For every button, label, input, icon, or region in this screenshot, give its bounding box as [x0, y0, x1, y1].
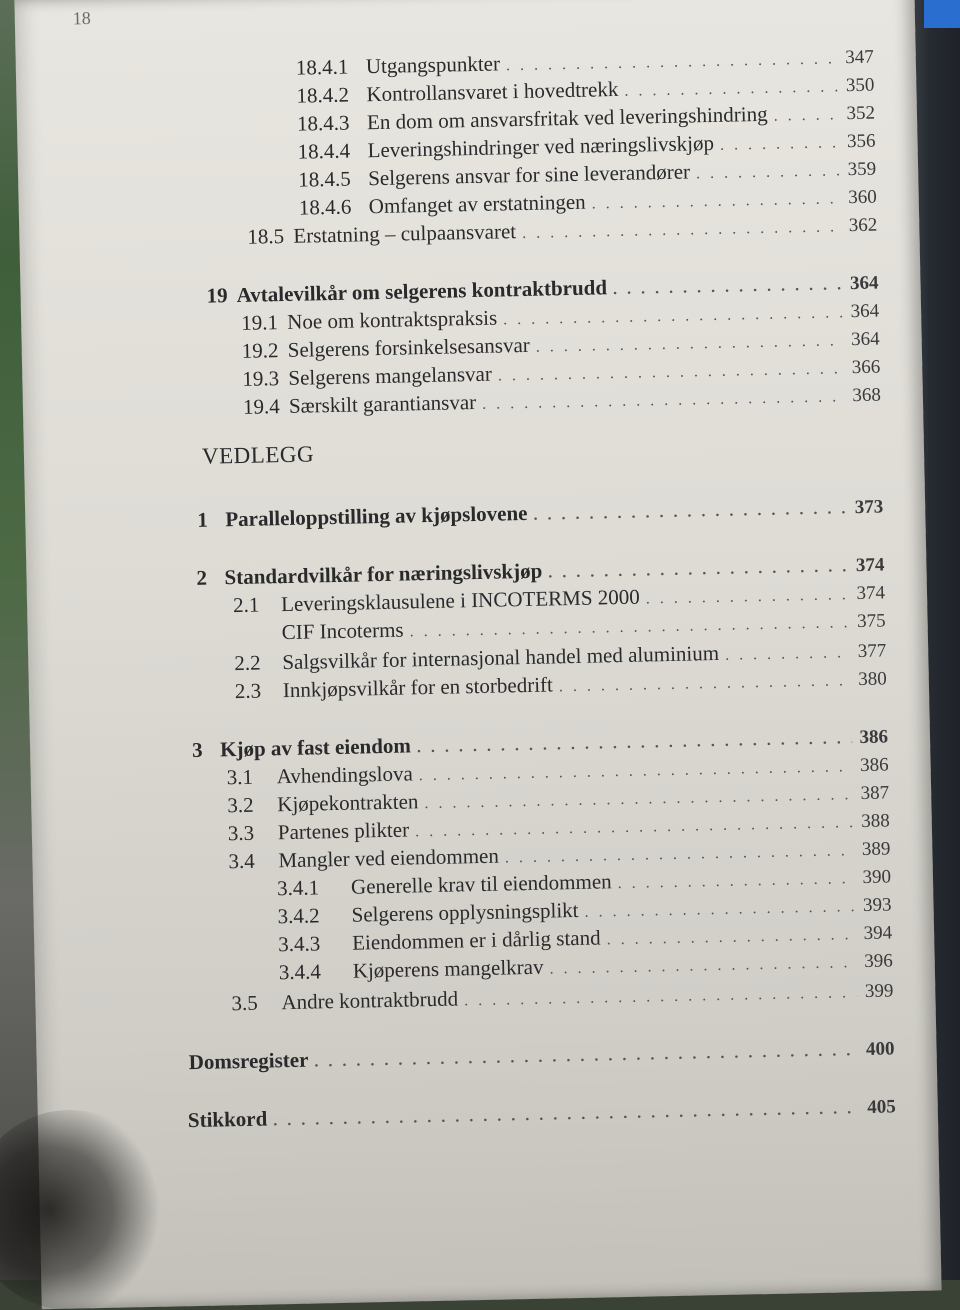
toc-title: Selgerens mangelansvar [288, 361, 493, 390]
toc-page: 386 [859, 754, 889, 777]
toc-number: 3.2 [227, 792, 254, 818]
toc-title: Kjøpekontrakten [277, 789, 419, 817]
toc-page: 347 [845, 46, 874, 69]
vedlegg-heading: VEDLEGG [201, 441, 315, 469]
toc-title: Standardvilkår for næringslivskjøp [224, 558, 543, 590]
book-page [14, 0, 941, 1309]
toc-page: 389 [861, 838, 891, 861]
background-blue-corner [924, 0, 960, 28]
toc-leader [505, 842, 855, 867]
toc-leader [725, 644, 851, 665]
toc-page: 373 [854, 496, 884, 519]
toc-page: 377 [857, 640, 887, 663]
toc-title: Andre kontraktbrudd [281, 986, 459, 1015]
toc-title: Særskilt garantiansvar [288, 389, 477, 418]
toc-title: Stikkord [187, 1106, 268, 1133]
toc-title: Noe om kontraktspraksis [286, 305, 498, 334]
toc-leader [549, 954, 857, 978]
toc-page: 393 [862, 894, 892, 916]
toc-number: 3.5 [231, 990, 258, 1016]
toc-title: Eiendommen er i dårlig stand [351, 925, 601, 955]
toc-page: 399 [864, 980, 894, 1002]
toc-page: 387 [860, 782, 890, 805]
toc-title: Leveringsklausulene i INCOTERMS 2000 [280, 584, 640, 617]
toc-title: Selgerens forsinkelsesansvar [287, 332, 530, 362]
toc-leader [536, 332, 844, 356]
toc-title: Avhendingslova [276, 761, 414, 789]
toc-number [234, 639, 282, 640]
toc-leader [314, 1042, 859, 1071]
toc-leader [773, 106, 839, 125]
toc-number: 18.4.4 [297, 138, 351, 164]
toc-page: 352 [846, 102, 876, 125]
toc-number: 19.2 [241, 338, 279, 363]
toc-title: Kontrollansvaret i hovedtrekk [366, 76, 619, 107]
toc-leader [506, 50, 838, 75]
toc-title: Salgsvilkår for internasjonal handel med aluminium [282, 640, 720, 675]
toc-page: 350 [845, 74, 875, 97]
toc-leader [559, 672, 851, 696]
toc-number: 3.4.2 [277, 903, 320, 929]
toc-number: 19.4 [242, 394, 280, 419]
toc-appendix-1 [197, 493, 883, 532]
toc-leader [646, 586, 850, 608]
toc-number: 19.3 [242, 366, 280, 391]
toc-title: Leveringshindringer ved næringslivskjøp [367, 130, 715, 163]
toc-page: 390 [862, 866, 892, 888]
toc-number: 3.4 [228, 848, 255, 874]
toc-page: 374 [855, 554, 885, 577]
toc-number: 3.4.3 [277, 931, 321, 957]
toc-leader [548, 558, 848, 582]
toc-title: Innkjøpsvilkår for en storbedrift [282, 672, 554, 703]
toc-number: 18.4.1 [295, 54, 349, 80]
toc-number: 2.3 [234, 678, 262, 704]
toc-title: Omfanget av erstatningen [368, 189, 586, 219]
toc-leader [584, 898, 855, 922]
toc-number: 2.2 [234, 650, 261, 676]
toc-leader [606, 926, 856, 949]
toc-title: Mangler ved eiendommen [278, 843, 500, 873]
toc-leader [409, 614, 849, 641]
toc-number: 2 [196, 565, 208, 590]
toc-leader [624, 78, 838, 100]
toc-page: 362 [848, 214, 878, 237]
toc-leader [464, 984, 858, 1010]
toc-leader [482, 388, 845, 414]
toc-page: 400 [865, 1038, 895, 1060]
toc-page: 356 [846, 130, 876, 153]
toc-title: Erstatning – culpaansvaret [293, 219, 517, 248]
toc-leader [273, 1100, 860, 1130]
page-number: 18 [72, 7, 91, 29]
toc-title: CIF Incoterms [281, 617, 404, 645]
toc-number: 3 [191, 737, 203, 763]
toc-page: 366 [851, 356, 881, 379]
toc-leader [522, 218, 842, 243]
toc-title: Selgerens opplysningsplikt [351, 897, 579, 927]
toc-title: Avtalevilkår om selgerens kontraktbrudd [236, 275, 608, 307]
toc-title: Utgangspunkter [365, 51, 501, 79]
toc-leader [696, 162, 840, 183]
toc-number: 3.1 [226, 764, 254, 790]
toc-leader [618, 870, 856, 893]
toc-title: Domsregister [188, 1047, 309, 1075]
toc-page: 375 [856, 610, 886, 633]
toc-page: 374 [856, 582, 886, 605]
toc-title: Kjøperens mangelkrav [352, 954, 544, 983]
toc-number: 3.4.1 [276, 875, 320, 901]
toc-number: 1 [197, 507, 209, 532]
toc-number: 3.3 [227, 820, 255, 846]
toc-number: 18.4.6 [298, 194, 352, 220]
toc-page: 394 [863, 922, 893, 944]
toc-page: 405 [867, 1096, 896, 1118]
toc-number: 18.5 [247, 223, 285, 249]
toc-leader [533, 500, 847, 525]
toc-page: 364 [850, 300, 880, 323]
toc-page: 386 [859, 726, 889, 749]
toc-title: Generelle krav til eiendommen [350, 869, 612, 899]
toc-leader [498, 360, 845, 385]
toc-page: 364 [850, 328, 880, 351]
toc-stikkord [188, 1093, 896, 1133]
toc-leader [720, 134, 840, 154]
toc-title: Partenes plikter [277, 817, 410, 845]
toc-leader [613, 276, 843, 299]
toc-number: 19 [206, 283, 228, 308]
toc-page: 388 [861, 810, 890, 833]
toc-leader [503, 304, 843, 329]
toc-page: 360 [847, 186, 877, 209]
toc-title: Kjøp av fast eiendom [219, 733, 412, 762]
toc-page: 396 [863, 950, 893, 972]
toc-page: 359 [847, 158, 877, 181]
toc-title: Selgerens ansvar for sine leverandører [367, 159, 691, 191]
toc-page: 380 [858, 668, 888, 691]
toc-number: 18.4.2 [296, 82, 350, 108]
toc-page: 364 [849, 272, 879, 295]
toc-number: 2.1 [232, 592, 260, 618]
toc-title: Paralleloppstilling av kjøpslovene [225, 500, 528, 532]
toc-number: 18.4.3 [296, 110, 350, 136]
toc-number: 18.4.5 [297, 166, 351, 192]
toc-page: 368 [852, 384, 882, 407]
toc-number: 3.4.4 [278, 959, 322, 985]
toc-leader [592, 190, 841, 213]
toc-title: En dom om ansvarsfritak ved leveringshindring [366, 101, 768, 135]
toc-domsregister [188, 1035, 894, 1075]
toc-number: 19.1 [240, 310, 279, 335]
